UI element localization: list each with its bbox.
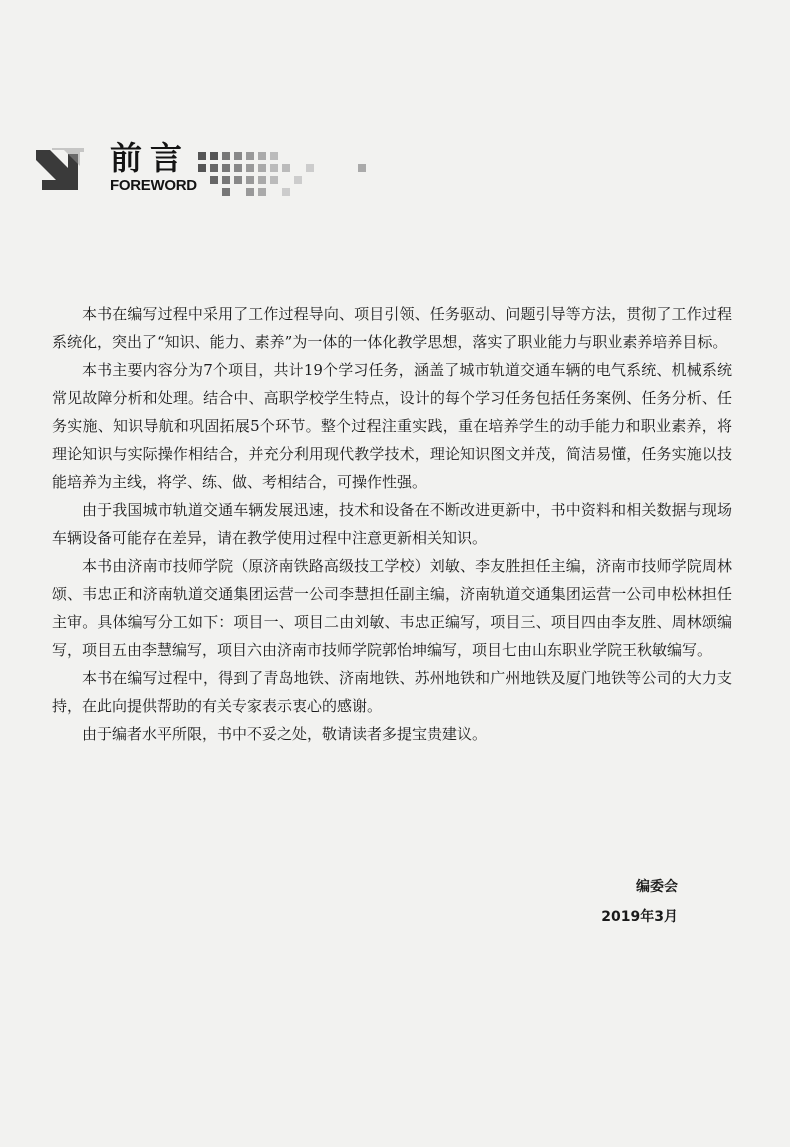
foreword-title-en: FOREWORD bbox=[110, 177, 197, 194]
foreword-header bbox=[30, 140, 370, 200]
decorative-dots-icon bbox=[198, 144, 388, 196]
paragraph: 本书在编写过程中采用了工作过程导向、项目引领、任务驱动、问题引导等方法，贯彻了工作过程系统化，突出了“知识、能力、素养”为一体的一体化教学思想，落实了职业能力与职业素养培养目标。 bbox=[52, 305, 732, 351]
paragraph: 由于我国城市轨道交通车辆发展迅速，技术和设备在不断改进更新中，书中资料和相关数据与现场车辆设备可能存在差异，请在教学使用过程中注意更新相关知识。 bbox=[52, 501, 732, 547]
paragraph: 本书由济南市技师学院（原济南铁路高级技工学校）刘敏、李友胜担任主编，济南市技师学院周林颂、韦忠正和济南轨道交通集团运营一公司李慧担任副主编，济南轨道交通集团运营一公司申松林担任主审。具体编写分工如下：项目一、项目二由刘敏、韦忠正编写，项目三、项目四由李友胜、周林颂编写，项目五由李慧编写，项目六由济南市技师学院郭怡坤编写，项目七由山东职业学院王秋敏编写。 bbox=[52, 557, 732, 659]
paragraph: 由于编者水平所限，书中不妥之处，敬请读者多提宝贵建议。 bbox=[82, 725, 488, 743]
paragraph: 本书在编写过程中，得到了青岛地铁、济南地铁、苏州地铁和广州地铁及厦门地铁等公司的大力支持，在此向提供帮助的有关专家表示衷心的感谢。 bbox=[52, 669, 732, 715]
foreword-body bbox=[52, 300, 732, 748]
signature-org: 编委会 bbox=[636, 879, 678, 895]
paragraph: 本书主要内容分为7个项目，共计19个学习任务，涵盖了城市轨道交通车辆的电气系统、机械系统常见故障分析和处理。结合中、高职学校学生特点，设计的每个学习任务包括任务案例、任务分析、任务实施、知识导航和巩固拓展5个环节。整个过程注重实践，重在培养学生的动手能力和职业素养，将理论知识与实际操作相结合，并充分利用现代教学技术，理论知识图文并茂，简洁易懂，任务实施以技能培养为主线，将学、练、做、考相结合，可操作性强。 bbox=[52, 361, 732, 491]
arrow-icon bbox=[30, 144, 84, 196]
signature-date: 2019年3月 bbox=[601, 909, 678, 925]
signature-block bbox=[601, 872, 678, 932]
foreword-title-cn: 前言 bbox=[110, 139, 191, 177]
